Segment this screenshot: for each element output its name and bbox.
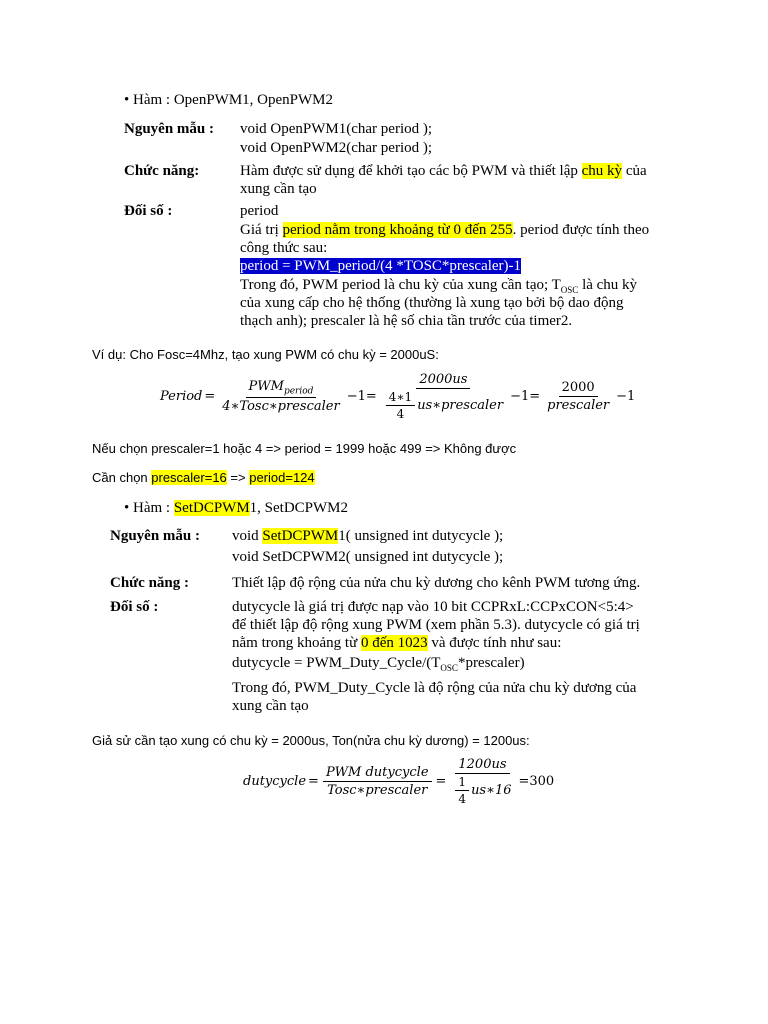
choice-line2: Cần chọn prescaler=16 => period=124 (92, 470, 315, 485)
eq-fraction-2: 2000us $\frac{4∗1}{4}$ us∗prescaler (381, 372, 506, 421)
eq-dutycycle-symbol: dutycycle (243, 774, 307, 789)
eq-period-symbol: Period (160, 389, 203, 404)
setdcpwm-arg-label: Đối số : (110, 599, 159, 615)
highlight-period-value: period=124 (249, 470, 315, 485)
eq2-fraction-2: 1200us $\frac{1}{4}$ us∗16 (450, 757, 514, 806)
setdcpwm-arg-line5: Trong đó, PWM_Duty_Cycle là độ rộng của nửa chu kỳ dương của (232, 680, 637, 696)
setdcpwm-func-label: Chức năng : (110, 575, 190, 591)
openpwm-func-line2: xung cần tạo (240, 181, 317, 197)
setdcpwm-arg-line1: dutycycle là giá trị được nạp vào 10 bit CCPRxL:CCPxCON<5:4> (232, 599, 634, 615)
openpwm-arg-formula (240, 258, 521, 275)
openpwm-arg-label: Đối số : (124, 203, 173, 219)
eq-fraction-1: $\frac{PWM_{period}}{\text{4∗Tosc∗prescaler}}$ (222, 378, 340, 415)
dutycycle-equation: dutycycle = $\frac{\text{PWM dutycycle}}{\text{Tosc∗prescaler}}$ = 1200us $\frac{1}{4}$ us∗16 =300 (243, 757, 555, 806)
setdcpwm-func-line1: Thiết lập độ rộng của nửa chu kỳ dương cho kênh PWM tương ứng. (232, 575, 641, 591)
period-equation: Period = $\frac{PWM_{period}}{\text{4∗Tosc∗prescaler}}$ −1= 2000us $\frac{4∗1}{4}$ us∗prescaler −1= $\frac{2000}{\text{prescaler}}$ −1 (160, 372, 636, 421)
highlight-chu-ky: chu kỳ (581, 163, 623, 179)
highlight-prescaler: prescaler=16 (151, 470, 227, 485)
eq-fraction-3: $\frac{2000}{\text{prescaler}}$ (547, 380, 610, 413)
eq2-fraction-2-inner: $\frac{1}{4}$ (455, 775, 469, 806)
example2-line: Giả sử cần tạo xung có chu kỳ = 2000us, Ton(nửa chu kỳ dương) = 1200us: (92, 733, 530, 748)
setdcpwm-proto-line1: void SetDCPWM1( unsigned int dutycycle ); (232, 528, 504, 544)
openpwm-arg-line6: của xung cấp cho hệ thống (thường là xung tạo bởi bộ dao động (240, 295, 624, 311)
highlight-duty-range: 0 đến 1023 (360, 635, 428, 651)
highlight-period-formula: period = PWM_period/(4 *TOSC*prescaler)-1 (240, 258, 522, 274)
setdcpwm-proto-line2: void SetDCPWM2( unsigned int dutycycle ); (232, 549, 504, 565)
openpwm-proto-line2: void OpenPWM2(char period ); (240, 140, 433, 156)
openpwm-arg-line1: period (240, 203, 279, 219)
openpwm-func-line1: Hàm được sử dụng để khởi tạo các bộ PWM và thiết lập chu kỳ của (240, 163, 647, 179)
openpwm-arg-line7: thạch anh); prescaler là hệ số chia tần trước của timer2. (240, 313, 573, 329)
setdcpwm-arg-line6: xung cần tạo (232, 698, 309, 714)
eq-fraction-2-inner: $\frac{4∗1}{4}$ (386, 390, 415, 421)
eq2-fraction-1: $\frac{\text{PWM dutycycle}}{\text{Tosc∗prescaler}}$ (323, 765, 432, 798)
highlight-setdcpwm-proto: SetDCPWM (262, 528, 339, 544)
openpwm-heading: • Hàm : OpenPWM1, OpenPWM2 (124, 92, 333, 108)
openpwm-arg-line2: Giá trị period nằm trong khoảng từ 0 đến 255. period được tính theo (240, 222, 650, 238)
highlight-setdcpwm-heading: SetDCPWM (173, 500, 250, 516)
example1-line: Ví dụ: Cho Fosc=4Mhz, tạo xung PWM có chu kỳ = 2000uS: (92, 347, 439, 362)
openpwm-arg-line3: công thức sau: (240, 240, 328, 256)
setdcpwm-proto-label: Nguyên mẫu : (110, 528, 201, 544)
openpwm-proto-line1: void OpenPWM1(char period ); (240, 121, 433, 137)
openpwm-func-label: Chức năng: (124, 163, 200, 179)
openpwm-arg-line5: Trong đó, PWM period là chu kỳ của xung cần tạo; $T_{OSC}$ là chu kỳ (240, 277, 638, 295)
setdcpwm-arg-line3: nằm trong khoảng từ 0 đến 1023 và được tính như sau: (232, 635, 562, 651)
highlight-period-range: period nằm trong khoảng từ 0 đến 255 (282, 222, 513, 238)
setdcpwm-arg-line2: để thiết lập độ rộng xung PWM (xem phần 5.3). dutycycle có giá trị (232, 617, 640, 633)
setdcpwm-arg-line4: dutycycle = $PWM\_Duty\_Cycle/(T_{OSC}*prescaler)$ (232, 655, 525, 673)
setdcpwm-heading: • Hàm : SetDCPWM1, SetDCPWM2 (124, 500, 349, 516)
openpwm-proto-label: Nguyên mẫu : (124, 121, 215, 137)
choice-line1: Nếu chọn prescaler=1 hoặc 4 => period = 1999 hoặc 499 => Không được (92, 441, 517, 456)
